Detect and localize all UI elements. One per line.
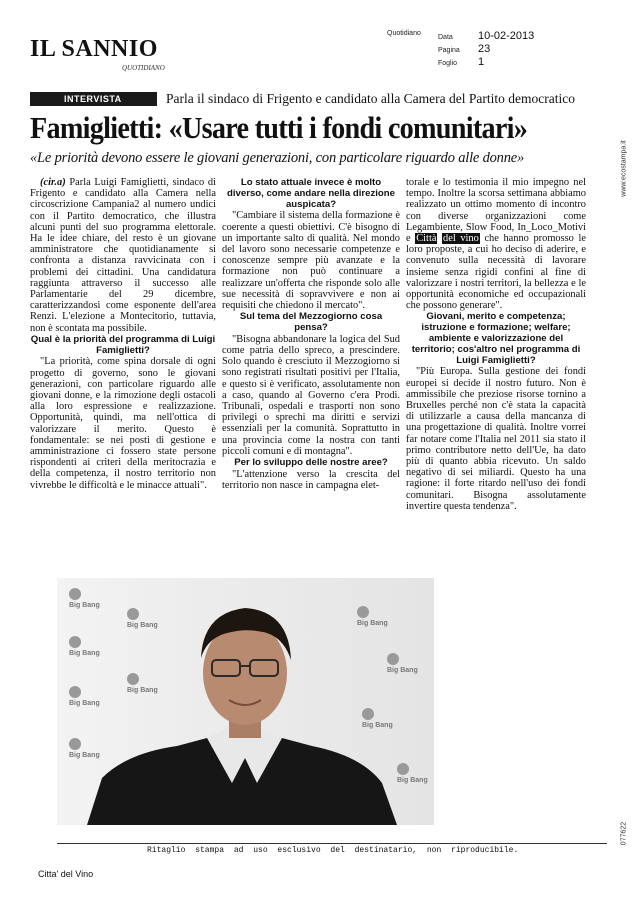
- headline: Famiglietti: «Usare tutti i fondi comunitari»: [30, 110, 528, 145]
- masthead: [30, 30, 612, 80]
- paragraph: "Bisogna abbandonare la logica del Sud come patria dello spreco, a prescindere. Solo quando è cresciuto il Mezzogiorno si sono registrati risultati positivi per l'Italia, e questo si è verificato, assolutamente non a caso, quando al Governo c'era Prodi. Tribunali, ospedali e trasporti non sono privilegi o sprechi ma diritti e servizi essenziali per la comunità. Soprattutto in una provincia come la nostra con tanti piccoli comuni e di montagna".: [222, 333, 400, 457]
- publication-meta: [438, 30, 534, 69]
- meta-value: 1: [478, 56, 485, 68]
- interview-question: Per lo sviluppo delle nostre aree?: [234, 457, 388, 469]
- paragraph: "Più Europa. Sulla gestione dei fondi europei si decide il nostro futuro. Non è ammissibile che preziose risorse tornino a Bruxelles perché non c'è stata la capacità di utilizzarle a causa della mancanza di una progettazione di qualità. Inoltre vorrei far notare come l'Italia nel 2011 sia stato il primo contributore netto dell'Ue, ha dato più di quanto abbia ricevuto. Un saldo negativo di sei miliardi. Questo ha una ragione: il forte ritardo nell'uso dei fondi comunitari. Bisogna assolutamente invertire questa tendenza".: [406, 366, 586, 512]
- interview-question: Lo stato attuale invece è molto diverso, come andare nella direzione auspicata?: [227, 177, 395, 210]
- client-label: Citta' del Vino: [38, 869, 94, 879]
- backdrop-logo: Big Bang: [69, 588, 100, 609]
- meta-row-date: [438, 30, 534, 43]
- paragraph: [406, 177, 586, 311]
- backdrop-logo: Big Bang: [127, 673, 158, 694]
- backdrop-logo: Big Bang: [69, 738, 100, 759]
- side-code-text: 077622: [620, 821, 628, 846]
- side-website-text: www.ecostampa.it: [620, 140, 628, 197]
- subheadline: «Le priorità devono essere le giovani generazioni, con particolare riguardo alle donne»: [30, 150, 525, 166]
- highlighted-term: Città: [416, 233, 437, 245]
- paragraph: [30, 177, 216, 334]
- backdrop-logo: Big Bang: [387, 653, 418, 674]
- meta-row-sheet: [438, 56, 534, 69]
- backdrop-logo: Big Bang: [357, 606, 388, 627]
- paragraph: "Cambiare il sistema della formazione è coerente a questi obiettivi. C'è bisogno di un importante salto di qualità. Nel mondo del lavoro sono necessarie competenze e conoscenze sempre più avanzate e la formazione non può continuare a realizzare un'offerta che risponde solo alle sue necessità di sopravvivere e non ai requisiti che chiedono il mercato".: [222, 210, 400, 312]
- meta-label: Data: [438, 34, 453, 41]
- paragraph: "L'attenzione verso la crescita del territorio non nasce in campagna elet-: [222, 468, 400, 492]
- clipping-notice-text: Ritaglio stampa ad uso esclusivo del destinatario, non riproducibile.: [147, 846, 519, 855]
- paragraph-text: che hanno promosso le loro proposte, a cui ho deciso di aderire, e convenuto sulla necessità di lavorare insieme senza rigidi confini al fine di valorizzare i nostri territori, la bellezza e le opportunità economiche ed occupazionali che possono generare".: [406, 233, 586, 312]
- interview-question: Sul tema del Mezzogiorno cosa pensa?: [239, 311, 383, 334]
- meta-label: Pagina: [438, 47, 460, 54]
- publication-type: Quotidiano: [387, 30, 421, 37]
- backdrop-logo: Big Bang: [69, 636, 100, 657]
- interviewee-photo: [57, 578, 434, 825]
- byline: (cir.a): [40, 177, 66, 188]
- backdrop-logo: Big Bang: [69, 686, 100, 707]
- person-portrait: [57, 578, 434, 825]
- paragraph-text: Parla Luigi Famiglietti, sindaco di Frigento e candidato alla Camera nella circoscrizione Campania2 al numero undici con il Partito democratico, che illustra alcuni punti del suo programma elettorale. Ha le idee chiare, del resto è un giovane amministratore che quotidianamente si confronta a distanza ravvicinata con i problemi dei cittadini. Una candidatura raggiunta attraverso il successo alle Parlamentarie del 29 dicembre, caratterizzandosi come esponente dell'area Renzi. L'elezione a Montecitorio, tuttavia, non è scontata ma possibile.: [30, 177, 216, 334]
- kicker-text: Parla il sindaco di Frigento e candidato alla Camera del Partito democratico: [166, 91, 575, 106]
- kicker-label: INTERVISTA: [30, 92, 157, 106]
- interview-question: Giovani, merito e competenza; istruzione e formazione; welfare; ambiente e valorizzazione del territorio; cos'altro nel programma di Luigi Famiglietti?: [411, 311, 581, 366]
- article-column-3: [406, 177, 586, 512]
- clipping-notice: [57, 843, 607, 855]
- highlighted-term: del vino: [443, 233, 479, 245]
- kicker-row: [30, 91, 614, 107]
- article-column-2: [222, 177, 400, 491]
- side-website: [614, 110, 628, 230]
- paragraph-text: torale e lo testimonia il mio impegno nel tempo. Inoltre la scorsa settimana abbiamo realizzato un ottimo momento di incontro con diverse organizzazioni come Legambiente, Slow Food, In_Loco_Motivi e: [406, 177, 586, 245]
- side-code: [614, 810, 628, 860]
- meta-row-page: [438, 43, 534, 56]
- meta-value: 23: [478, 43, 491, 55]
- newspaper-logo: IL SANNIO: [30, 36, 158, 62]
- interview-question: Qual è la priorità del programma di Luigi Famiglietti?: [30, 333, 216, 356]
- backdrop-logo: Big Bang: [397, 763, 428, 784]
- meta-label: Foglio: [438, 60, 458, 67]
- meta-value: 10-02-2013: [478, 30, 535, 42]
- backdrop-logo: Big Bang: [362, 708, 393, 729]
- backdrop-logo: Big Bang: [127, 608, 158, 629]
- article-column-1: [30, 177, 216, 491]
- newspaper-logo-subtitle: QUOTIDIANO: [122, 64, 165, 72]
- paragraph: "La priorità, come spina dorsale di ogni progetto di governo, sono le giovani generazioni, con particolare riguardo alle giovani donne, e la rimozione degli ostacoli alla loro espressione e realizzazione. Opportunità, quindi, ma nell'ottica di valorizzare il merito. Questo è fondamentale: se nei posti di gestione e amministrazione ci fossero state persone rispondenti ai criteri della meritocrazia e della competenza, il nostro territorio non vivrebbe le difficoltà e le minacce attuali".: [30, 356, 216, 491]
